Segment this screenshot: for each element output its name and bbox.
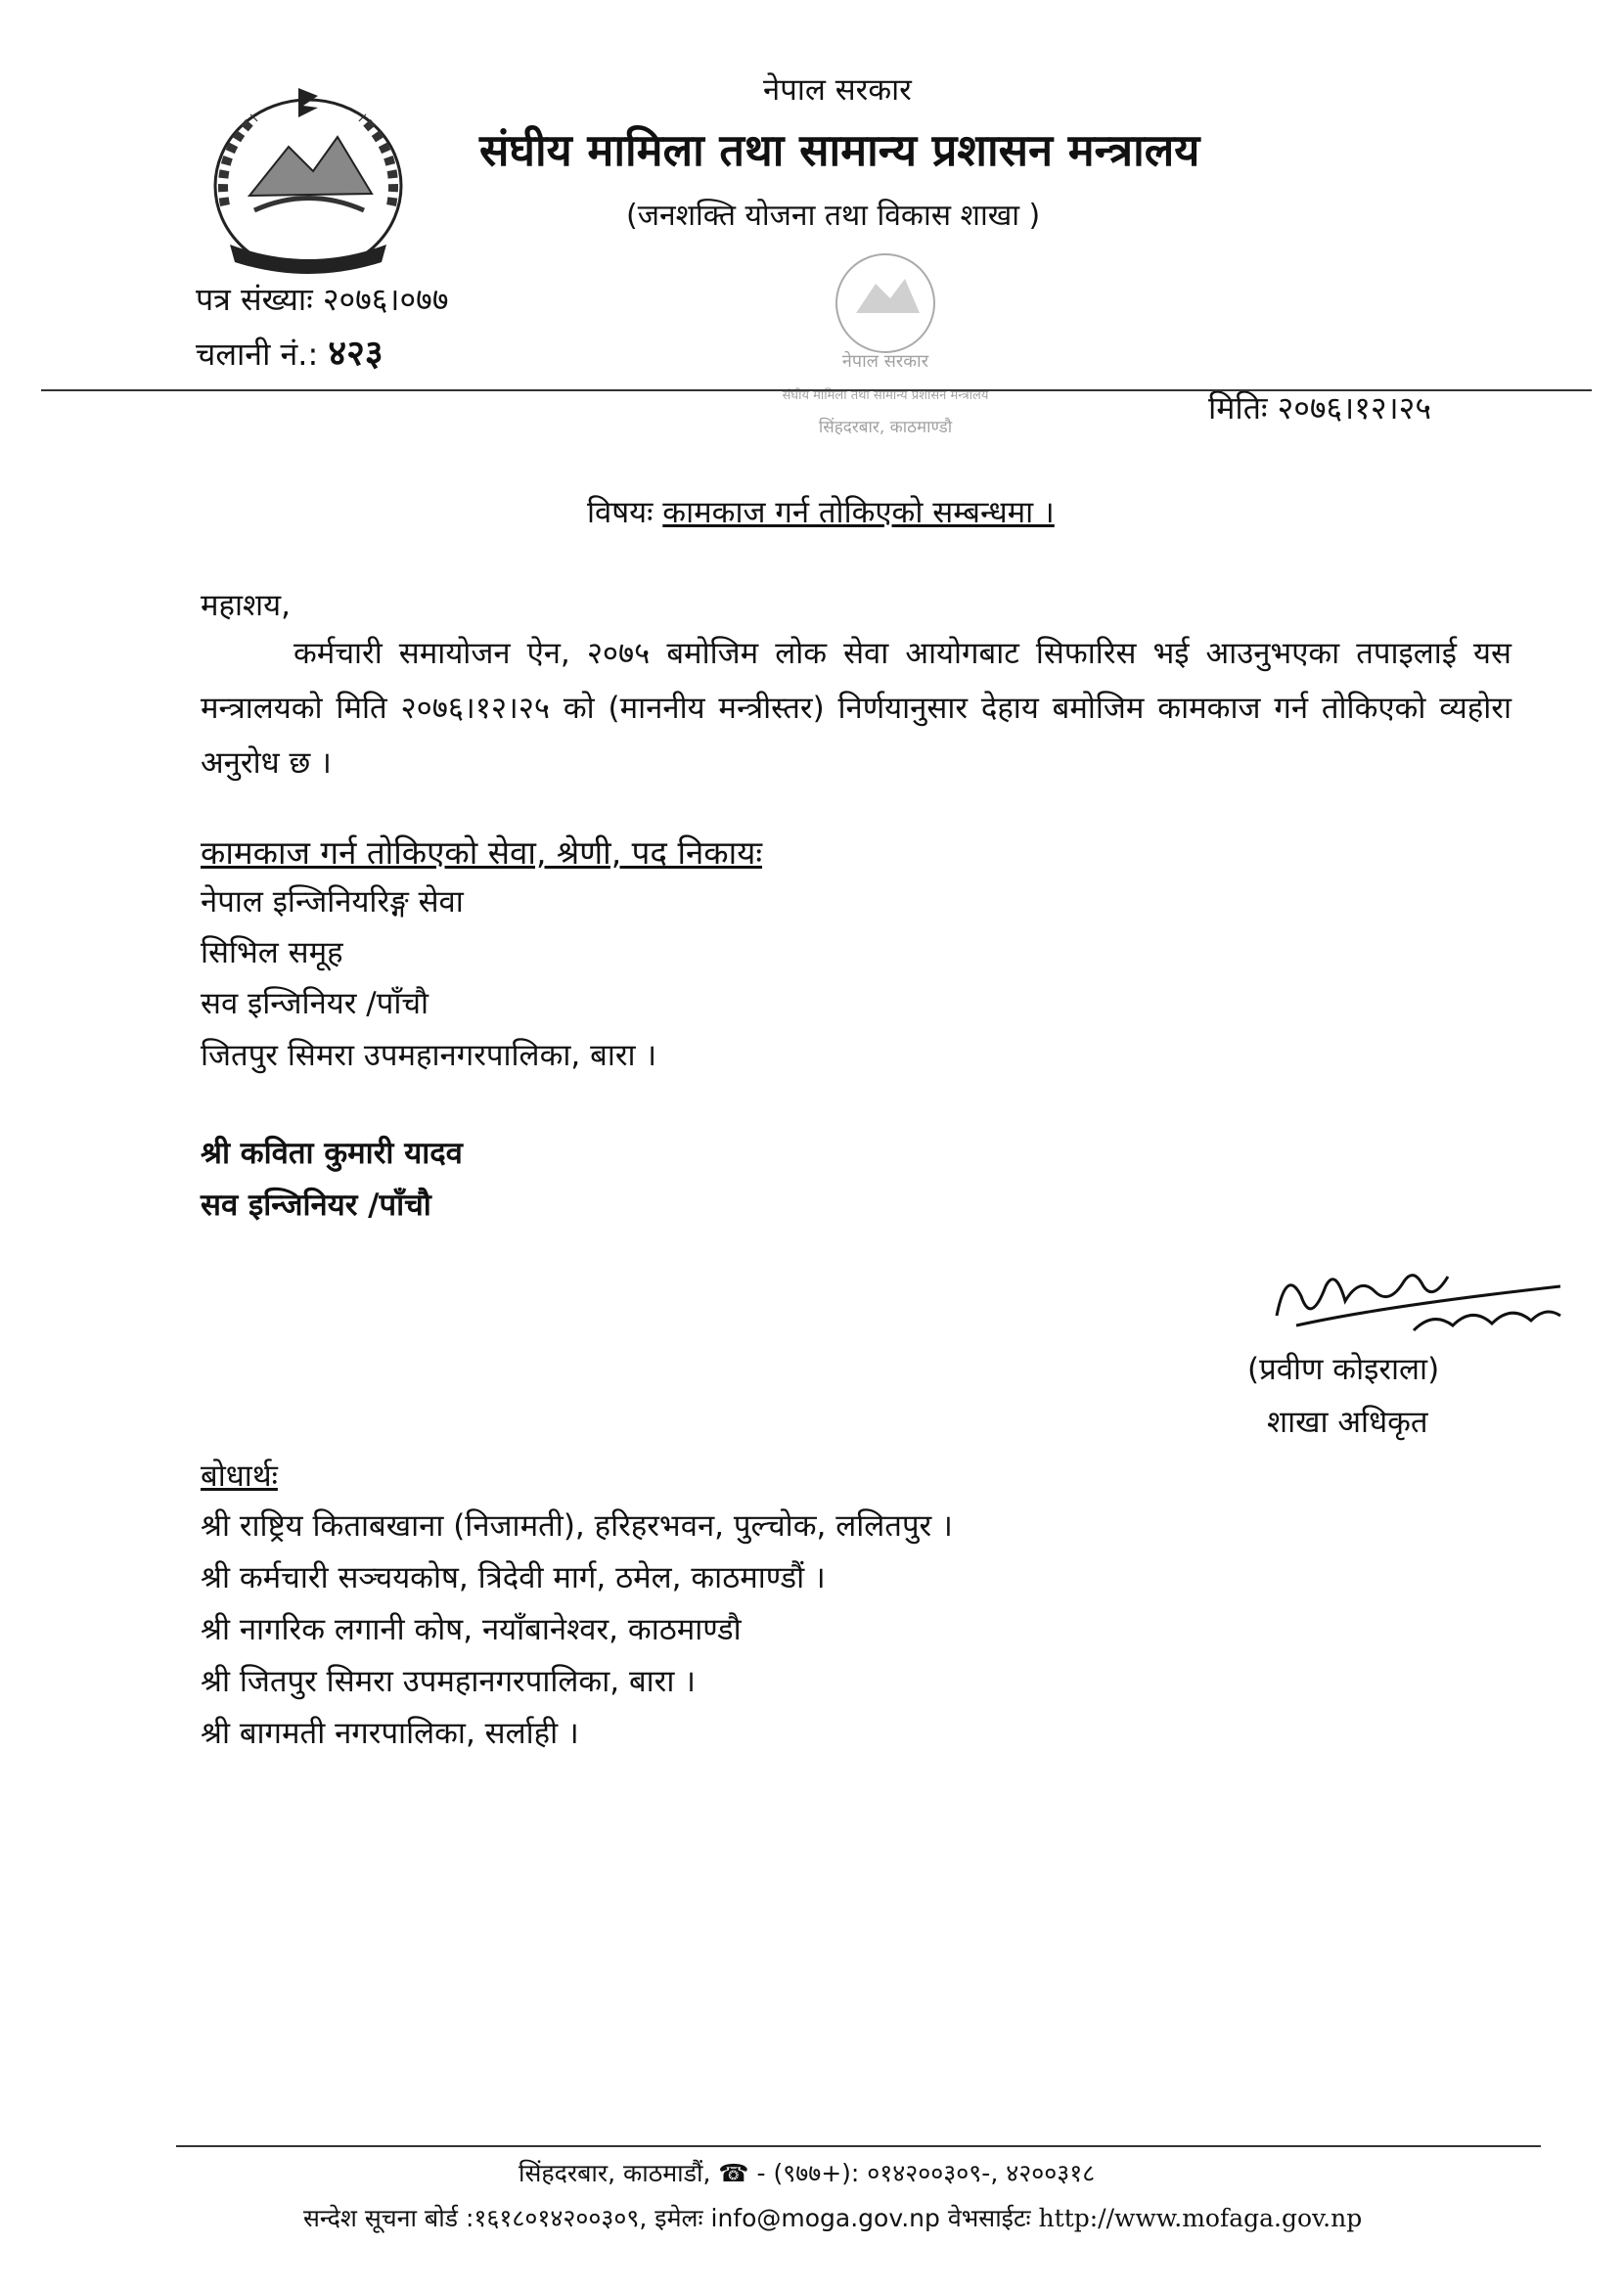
nepal-emblem-icon	[196, 78, 421, 284]
subject-label: विषयः	[587, 495, 654, 530]
stamp-line2: संघीय मामिला तथा सामान्य प्रशासन मन्त्रालय	[782, 388, 989, 403]
branch-name: (जनशक्ति योजना तथा विकास शाखा )	[626, 199, 1041, 233]
dispatch-label: चलानी नं.:	[196, 336, 319, 373]
recipient-name: श्री कविता कुमारी यादव	[201, 1136, 463, 1171]
office-stamp	[744, 245, 1027, 450]
assignment-line: सिभिल समूह	[201, 935, 343, 970]
recipient-post: सव इन्जिनियर /पाँचौ	[201, 1188, 431, 1223]
footer-website-label: वेभसाईटः	[947, 2204, 1031, 2232]
assignment-line: जितपुर सिमरा उपमहानगरपालिका, बारा ।	[201, 1038, 657, 1073]
footer-line-2	[303, 2201, 1362, 2234]
cc-item: श्री राष्ट्रिय किताबखाना (निजामती), हरिहरभवन, पुल्चोक, ललितपुर ।	[201, 1508, 953, 1544]
header-divider	[41, 389, 1592, 391]
footer-divider	[176, 2145, 1541, 2147]
signatory-name: (प्रवीण कोइराला)	[1247, 1352, 1440, 1387]
cc-item: श्री बागमती नगरपालिका, सर्लाही ।	[201, 1716, 579, 1751]
cc-heading: बोधार्थः	[201, 1459, 278, 1494]
subject-line	[587, 491, 1055, 532]
dispatch-number: ४२३	[328, 334, 383, 374]
assignment-heading: कामकाज गर्न तोकिएको सेवा, श्रेणी, पद निकायः	[201, 833, 763, 872]
subject-text: कामकाज गर्न तोकिएको सम्बन्धमा ।	[662, 495, 1055, 530]
body-paragraph: कर्मचारी समायोजन ऐन, २०७५ बमोजिम लोक सेवा आयोगबाट सिफारिस भई आउनुभएका तपाइलाई यस मन्त्रालयको मिति २०७६।१२।२५ को (माननीय मन्त्रीस्तर) निर्णयानुसार देहाय बमोजिम कामकाज गर्न तोकिएको व्यहोरा अनुरोध छ ।	[201, 636, 1511, 781]
footer-email[interactable]: info@moga.gov.np	[710, 2204, 940, 2232]
cc-item: श्री कर्मचारी सञ्चयकोष, त्रिदेवी मार्ग, ठमेल, काठमाण्डौं ।	[201, 1560, 826, 1595]
salutation: महाशय,	[201, 588, 291, 623]
government-name: नेपाल सरकार	[763, 72, 912, 108]
footer-website[interactable]: http://www.mofaga.gov.np	[1038, 2204, 1363, 2232]
ministry-title: संघीय मामिला तथा सामान्य प्रशासन मन्त्रालय	[479, 124, 1200, 176]
cc-item: श्री नागरिक लगानी कोष, नयाँबानेश्वर, काठमाण्डौ	[201, 1612, 742, 1647]
handwritten-signature	[1267, 1257, 1570, 1355]
footer-message-board: सन्देश सूचना बोर्ड :१६१८०१४२००३०९, इमेलः	[303, 2204, 703, 2232]
assignment-line: नेपाल इन्जिनियरिङ्ग सेवा	[201, 884, 464, 920]
letter-date: मितिः २०७६।१२।२५	[1208, 389, 1431, 427]
assignment-line: सव इन्जिनियर /पाँचौ	[201, 986, 429, 1021]
footer-phone: - (९७७+): ०१४२००३०९-, ४२००३१८	[756, 2159, 1096, 2187]
cc-item: श्री जितपुर सिमरा उपमहानगरपालिका, बारा ।	[201, 1664, 696, 1699]
footer-line-1	[519, 2156, 1095, 2189]
dispatch-number-row	[196, 328, 383, 376]
footer-address: सिंहदरबार, काठमाडौं,	[519, 2159, 711, 2187]
letter-number: पत्र संख्याः २०७६।०७७	[196, 281, 449, 318]
signatory-title: शाखा अधिकृत	[1267, 1405, 1428, 1440]
stamp-line1: नेपाल सरकार	[841, 351, 929, 372]
phone-icon: ☎	[718, 2159, 749, 2187]
stamp-line3: सिंहदरबार, काठमाण्डौ	[818, 418, 953, 437]
